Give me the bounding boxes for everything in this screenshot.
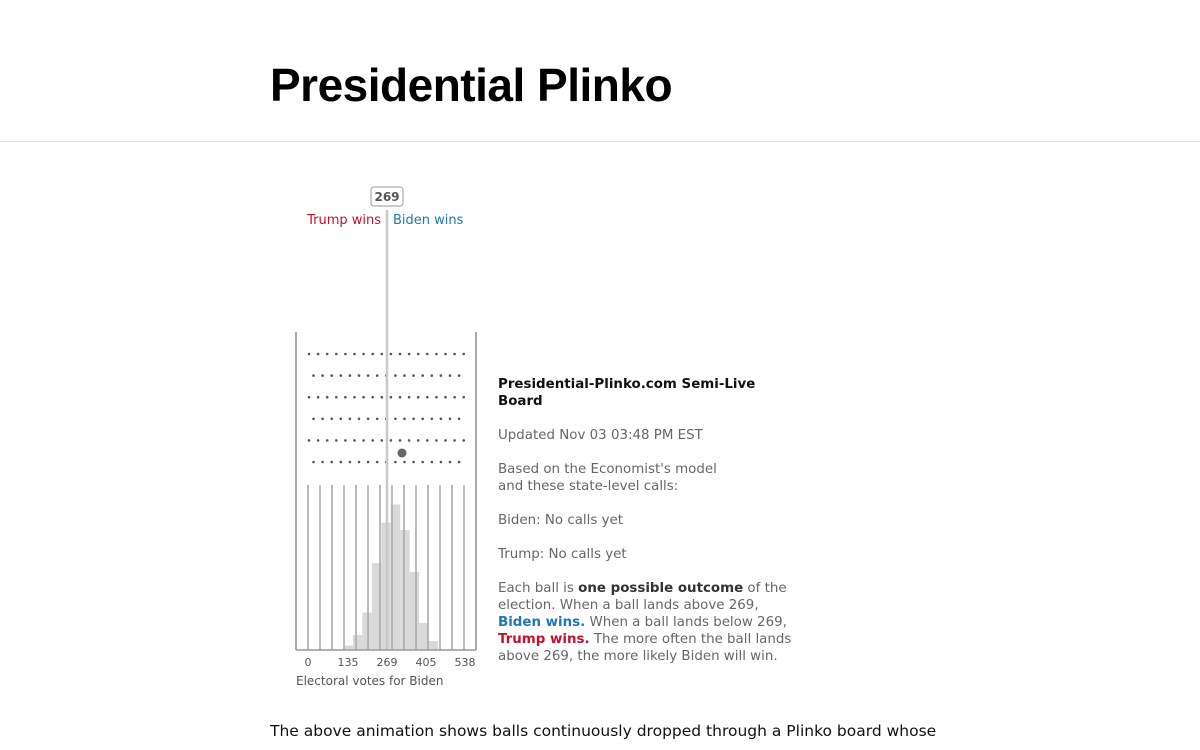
peg <box>426 353 429 356</box>
explain-text-4: The more often the ball lands above 269, the more likely Biden will win. <box>498 632 792 664</box>
peg <box>340 418 343 421</box>
peg <box>421 418 424 421</box>
peg <box>317 396 320 399</box>
trump-wins-label: Trump wins <box>307 213 381 228</box>
x-axis-tick-label: 135 <box>337 656 359 669</box>
peg <box>444 353 447 356</box>
peg <box>458 418 461 421</box>
updated-timestamp: Updated Nov 03 03:48 PM EST <box>498 428 703 443</box>
peg <box>426 439 429 442</box>
peg <box>431 374 434 377</box>
peg <box>421 461 424 464</box>
peg <box>449 461 452 464</box>
peg <box>312 461 315 464</box>
histogram-bar <box>362 613 371 651</box>
peg <box>403 418 406 421</box>
peg <box>371 439 374 442</box>
peg <box>321 418 324 421</box>
peg <box>381 353 384 356</box>
peg <box>399 439 402 442</box>
peg <box>340 461 343 464</box>
peg <box>308 439 311 442</box>
histogram-layer <box>343 505 438 651</box>
peg <box>362 396 365 399</box>
peg <box>435 439 438 442</box>
x-axis-tick-label: 269 <box>376 656 398 669</box>
peg <box>462 439 465 442</box>
peg <box>462 353 465 356</box>
peg <box>431 418 434 421</box>
peg <box>412 461 415 464</box>
peg <box>376 374 379 377</box>
peg <box>326 396 329 399</box>
peg <box>449 418 452 421</box>
peg <box>408 353 411 356</box>
peg <box>462 396 465 399</box>
peg <box>344 353 347 356</box>
peg <box>317 353 320 356</box>
plinko-board <box>290 180 490 700</box>
peg <box>449 374 452 377</box>
peg <box>390 439 393 442</box>
peg <box>394 374 397 377</box>
peg <box>321 374 324 377</box>
biden-wins-label: Biden wins <box>393 213 464 228</box>
peg <box>321 461 324 464</box>
peg <box>358 418 361 421</box>
explain-bold-outcome: one possible outcome <box>578 581 744 596</box>
page-header <box>0 0 1200 142</box>
x-axis-label: Electoral votes for Biden <box>296 674 444 688</box>
peg <box>412 418 415 421</box>
peg <box>403 461 406 464</box>
peg <box>344 439 347 442</box>
intro-paragraph: The above animation shows balls continuously dropped through a Plinko board whose <box>270 722 937 740</box>
peg <box>381 439 384 442</box>
peg <box>440 374 443 377</box>
peg <box>435 396 438 399</box>
threshold-badge-label: 269 <box>374 190 400 204</box>
peg <box>458 461 461 464</box>
peg <box>444 439 447 442</box>
peg <box>344 396 347 399</box>
peg <box>330 374 333 377</box>
peg <box>435 353 438 356</box>
peg <box>362 439 365 442</box>
peg <box>453 396 456 399</box>
model-line-1: Based on the Economist's model <box>498 462 717 477</box>
falling-ball <box>398 449 407 458</box>
peg <box>440 461 443 464</box>
histogram-bar <box>410 572 419 650</box>
peg <box>390 396 393 399</box>
peg <box>312 418 315 421</box>
peg <box>330 461 333 464</box>
peg <box>317 439 320 442</box>
peg <box>358 374 361 377</box>
explanation <box>498 580 798 665</box>
peg <box>453 353 456 356</box>
peg <box>335 439 338 442</box>
peg <box>367 418 370 421</box>
peg <box>417 439 420 442</box>
peg <box>326 353 329 356</box>
peg <box>371 396 374 399</box>
x-axis-tick-label: 538 <box>454 656 476 669</box>
explain-trump-wins: Trump wins. <box>498 632 590 647</box>
peg <box>376 418 379 421</box>
peg <box>399 396 402 399</box>
peg <box>390 353 393 356</box>
peg <box>440 418 443 421</box>
panel-title: Presidential-Plinko.com Semi-Live Board <box>498 377 756 409</box>
peg <box>431 461 434 464</box>
peg <box>381 396 384 399</box>
x-axis-ticks <box>305 656 476 669</box>
peg <box>326 439 329 442</box>
x-axis-tick-label: 405 <box>415 656 437 669</box>
peg <box>308 396 311 399</box>
peg <box>335 396 338 399</box>
x-axis-tick-label: 0 <box>304 656 312 669</box>
peg <box>312 374 315 377</box>
peg <box>349 418 352 421</box>
peg <box>330 418 333 421</box>
model-line-2: and these state-level calls: <box>498 479 679 494</box>
trump-calls: Trump: No calls yet <box>498 547 627 562</box>
biden-calls: Biden: No calls yet <box>498 513 624 528</box>
peg <box>453 439 456 442</box>
peg <box>353 439 356 442</box>
peg <box>308 353 311 356</box>
plinko-board-svg <box>290 180 490 700</box>
peg <box>349 374 352 377</box>
peg <box>367 374 370 377</box>
peg <box>349 461 352 464</box>
peg <box>335 353 338 356</box>
peg <box>399 353 402 356</box>
histogram-bar <box>429 641 438 650</box>
peg <box>340 374 343 377</box>
peg <box>394 418 397 421</box>
page-title: Presidential Plinko <box>270 59 673 111</box>
peg <box>412 374 415 377</box>
explain-text-3: When a ball lands below 269, <box>585 615 787 630</box>
histogram-bar <box>353 635 362 650</box>
peg <box>408 396 411 399</box>
peg <box>358 461 361 464</box>
peg <box>362 353 365 356</box>
peg <box>353 353 356 356</box>
model-description <box>498 461 798 495</box>
histogram-bar <box>400 530 409 650</box>
info-panel <box>498 376 798 682</box>
peg <box>421 374 424 377</box>
peg <box>417 353 420 356</box>
peg <box>403 374 406 377</box>
peg <box>444 396 447 399</box>
peg <box>417 396 420 399</box>
explain-text-2: of the election. When a ball lands above 269, <box>498 581 787 613</box>
peg <box>426 396 429 399</box>
peg <box>408 439 411 442</box>
explain-biden-wins: Biden wins. <box>498 615 586 630</box>
peg <box>353 396 356 399</box>
peg <box>376 461 379 464</box>
peg <box>394 461 397 464</box>
peg <box>371 353 374 356</box>
peg <box>458 374 461 377</box>
peg <box>367 461 370 464</box>
explain-text-1: Each ball is <box>498 581 579 596</box>
